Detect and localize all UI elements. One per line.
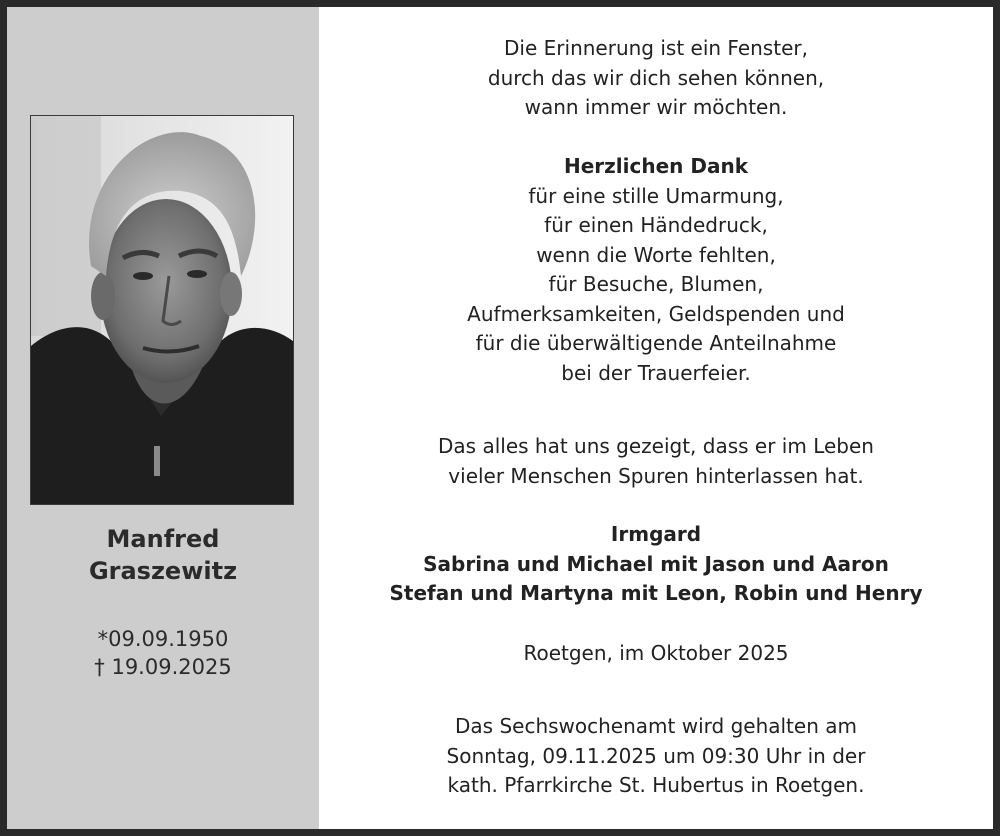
thanks-line: für die überwältigende Anteilnahme <box>475 331 837 355</box>
family-line: Irmgard <box>610 522 702 546</box>
place-date <box>319 639 993 669</box>
thanks-line: für eine stille Umarmung, <box>528 183 784 208</box>
quote-line: Die Erinnerung ist ein Fenster, <box>504 36 808 60</box>
family-line: Sabrina und Michael mit Jason und Aaron <box>423 551 889 576</box>
service-line: Sonntag, 09.11.2025 um 09:30 Uhr in der <box>446 743 866 768</box>
service-notice <box>319 712 993 801</box>
birth-date: *09.09.1950 <box>97 627 229 651</box>
service-line: Das Sechswochenamt wird gehalten am <box>455 714 857 738</box>
family-line: Stefan und Martyna mit Leon, Robin und Henry <box>389 581 923 605</box>
main-text <box>319 7 993 829</box>
traces-line: Das alles hat uns gezeigt, dass er im Leben <box>438 434 874 458</box>
thanks-section <box>319 152 993 388</box>
service-line: kath. Pfarrkirche St. Hubertus in Roetgen. <box>447 773 865 797</box>
first-name: Manfred <box>106 525 220 553</box>
thanks-line: wenn die Worte fehlten, <box>536 242 776 267</box>
thanks-line: für einen Händedruck, <box>544 213 768 237</box>
quote-line: wann immer wir möchten. <box>524 95 788 119</box>
obituary-card <box>7 7 993 829</box>
death-date: † 19.09.2025 <box>94 655 232 679</box>
quote-line: durch das wir dich sehen können, <box>487 65 825 90</box>
thanks-heading: Herzlichen Dank <box>563 154 748 178</box>
thanks-line: für Besuche, Blumen, <box>548 272 764 296</box>
thanks-line: Aufmerksamkeiten, Geldspenden und <box>467 301 845 326</box>
family-signatures <box>319 520 993 609</box>
life-dates <box>7 625 319 681</box>
traces-paragraph <box>319 432 993 491</box>
deceased-name <box>7 523 319 587</box>
sidebar <box>7 7 319 829</box>
portrait-photo <box>30 115 294 505</box>
place-date-line: Roetgen, im Oktober 2025 <box>523 641 789 665</box>
traces-line: vieler Menschen Spuren hinterlassen hat. <box>448 463 864 488</box>
memorial-quote <box>319 34 993 123</box>
thanks-line: bei der Trauerfeier. <box>561 360 751 385</box>
last-name: Graszewitz <box>88 557 238 585</box>
